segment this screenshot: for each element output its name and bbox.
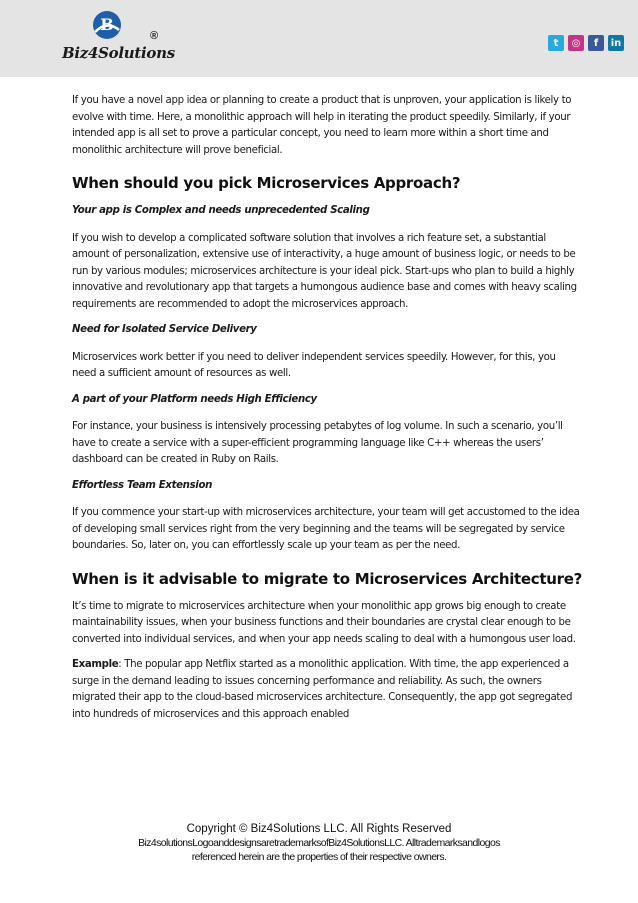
- paragraph-team-extension: If you commence your start-up with microservices architecture, your team will get accustomed to the idea of developing small services right from the very beginning and the teams will be segregated by service boundaries. So, later on, you can effortlessly scale up your team as per the need.: [72, 507, 580, 551]
- article-body: [72, 93, 582, 732]
- paragraph-example: [72, 657, 582, 723]
- instagram-icon[interactable]: ◎: [568, 35, 584, 51]
- copyright-notice: Copyright © Biz4Solutions LLC. All Rights Reserved: [186, 823, 452, 835]
- subheading-team-extension: Effortless Team Extension: [72, 479, 212, 491]
- company-logo[interactable]: [62, 10, 175, 70]
- trademark-notice: Biz4solutionsLogoanddesignsaretrademarksofBiz4SolutionsLLC. Alltrademarksandlogos: [138, 837, 500, 849]
- page-footer: [60, 822, 578, 864]
- subheading-high-efficiency: A part of your Platform needs High Efficiency: [72, 393, 317, 405]
- paragraph-isolated-delivery: Microservices work better if you need to deliver independent services speedily. However, for this, you need a sufficient amount of resources as well.: [72, 351, 556, 379]
- logo-mark-icon: [92, 10, 122, 44]
- section-heading-migrate: When is it advisable to migrate to Microservices Architecture?: [72, 569, 582, 588]
- section-heading-microservices-approach: When should you pick Microservices Approach?: [72, 174, 461, 192]
- page-header: [0, 0, 638, 77]
- facebook-icon[interactable]: f: [588, 35, 604, 51]
- social-links: [548, 35, 624, 51]
- example-label: Example: [72, 659, 119, 670]
- paragraph-complex-scaling: If you wish to develop a complicated software solution that involves a rich feature set, a substantial amount of personalization, extensive use of interactivity, a huge amount of business logic, or needs to be run by various modules; microservices architecture is your ideal pick. Start-ups who plan to build a highly innovative and revolutionary app that targets a humongous audience base and comes with heavy scaling requirements are recommended to adopt the microservices approach.: [72, 232, 577, 310]
- registered-mark: ®: [150, 30, 159, 42]
- linkedin-icon[interactable]: in: [608, 35, 624, 51]
- intro-paragraph: If you have a novel app idea or planning to create a product that is unproven, your application is likely to evolve with time. Here, a monolithic approach will help in iterating the product speedily. Similarly, if your intended app is all set to prove a particular concept, you need to learn more within a short time and monolithic architecture will prove beneficial.: [72, 95, 572, 156]
- paragraph-high-efficiency: For instance, your business is intensively processing petabytes of log volume. In such a scenario, you’ll have to create a service with a super-efficient programming language like C++ whereas the users’ dashboard can be created in Ruby on Rails.: [72, 421, 563, 465]
- subheading-complex-scaling: Your app is Complex and needs unprecedented Scaling: [72, 205, 370, 216]
- trademark-notice-cont: referenced herein are the properties of their respective owners.: [191, 851, 447, 863]
- subheading-isolated-delivery: Need for Isolated Service Delivery: [72, 324, 257, 335]
- paragraph-migrate: It’s time to migrate to microservices architecture when your monolithic app grows big enough to create maintainability issues, when your business functions and their boundaries are crystal clear enough to be converted into individual services, and when your app needs scaling to deal with a humongous user load.: [72, 600, 576, 645]
- example-text: : The popular app Netflix started as a monolithic application. With time, the app experienced a surge in the demand leading to issues concerning performance and reliability. As such, the owners migrated their app to the cloud-based microservices architecture. Consequently, the app got segregated into hundreds of microservices and this approach enabled: [72, 659, 573, 720]
- logo-mark-letter: B: [100, 15, 114, 34]
- twitter-icon[interactable]: t: [548, 35, 564, 51]
- logo-wordmark: Biz4Solutions: [62, 44, 175, 62]
